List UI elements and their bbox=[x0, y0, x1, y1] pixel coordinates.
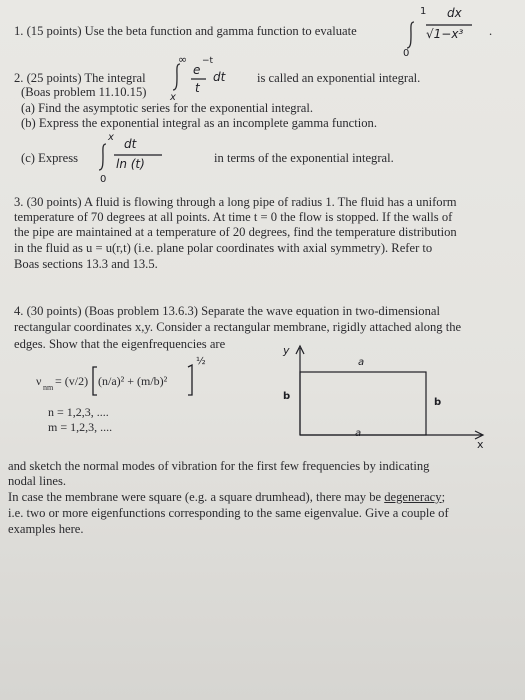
integral-denominator: √1−x³ bbox=[426, 27, 464, 41]
m-values: m = 1,2,3, .... bbox=[48, 420, 113, 434]
problem-3-line: in the fluid as u = u(r,t) (i.e. plane polar coordinates with axial symmetry). Refer to bbox=[14, 241, 433, 255]
integral-denominator: t bbox=[195, 81, 200, 95]
problem-2-description: is called an exponential integral. bbox=[257, 71, 421, 85]
integral-sign bbox=[404, 20, 418, 50]
integral-denominator: ln (t) bbox=[116, 157, 145, 171]
problem-3-line: 3. (30 points) A fluid is flowing through a long pipe of radius 1. The fluid has a uniform bbox=[14, 195, 457, 209]
integral-lower-limit: 0 bbox=[403, 48, 410, 59]
integral-numerator: dx bbox=[447, 6, 462, 20]
problem-2-reference: (Boas problem 11.10.15) bbox=[21, 85, 147, 99]
problem-4-line: 4. (30 points) (Boas problem 13.6.3) Separate the wave equation in two-dimensional bbox=[14, 304, 440, 318]
formula-exponent: ½ bbox=[196, 356, 206, 367]
period: . bbox=[489, 24, 493, 38]
part-c: (c) Express bbox=[21, 151, 78, 165]
formula-subscript: nm bbox=[43, 383, 54, 392]
problem-4-line: i.e. two or more eigenfunctions corresponding to the same eigenvalue. Give a couple of bbox=[8, 506, 449, 520]
integral-lower-limit: 0 bbox=[100, 174, 107, 185]
integral-numerator: e bbox=[193, 63, 201, 77]
left-edge-label: b bbox=[283, 391, 291, 402]
formula-coefficient: = (v/2) bbox=[55, 374, 89, 388]
degeneracy-term: degeneracy bbox=[384, 490, 442, 504]
degeneracy-suffix: ; bbox=[441, 490, 446, 504]
formula-nu: ν bbox=[36, 374, 42, 388]
problem-3-line: the pipe are maintained at a temperature of 20 degrees, find the temperature distribution bbox=[14, 225, 457, 239]
right-edge-label: b bbox=[434, 397, 442, 408]
integral-numerator: dt bbox=[124, 137, 137, 151]
degeneracy-prefix: In case the membrane were square (e.g. a square drumhead), there may be bbox=[8, 490, 385, 504]
part-b: (b) Express the exponential integral as an incomplete gamma function. bbox=[21, 116, 378, 130]
problem-4-line: examples here. bbox=[8, 522, 84, 536]
problem-3-line: Boas sections 13.3 and 13.5. bbox=[14, 257, 158, 271]
y-axis-label: y bbox=[283, 344, 290, 357]
integral-upper-limit: x bbox=[108, 132, 114, 143]
part-a: (a) Find the asymptotic series for the exponential integral. bbox=[21, 101, 314, 115]
formula-sum-of-squares: (n/a)² + (m/b)² bbox=[98, 374, 168, 388]
integral-differential: dt bbox=[213, 70, 226, 84]
integral-sign bbox=[96, 142, 110, 172]
n-values: n = 1,2,3, .... bbox=[48, 405, 109, 419]
degeneracy-line bbox=[8, 490, 445, 505]
membrane-rectangle bbox=[300, 372, 426, 435]
problem-4-line: and sketch the normal modes of vibration for the first few frequencies by indicating bbox=[8, 459, 430, 473]
integral-upper-limit: 1 bbox=[420, 6, 427, 17]
membrane-diagram bbox=[280, 340, 520, 450]
problem-3-line: temperature of 70 degrees at all points. At time t = 0 the flow is stopped. If the walls of bbox=[14, 210, 453, 224]
bottom-edge-label: a bbox=[355, 428, 362, 439]
problem-4-line: rectangular coordinates x,y. Consider a rectangular membrane, rigidly attached along the bbox=[14, 320, 462, 334]
bracket-right bbox=[186, 363, 194, 397]
problem-4-line: nodal lines. bbox=[8, 474, 67, 488]
integral-lower-limit: x bbox=[170, 92, 176, 103]
x-axis-label: x bbox=[477, 438, 484, 451]
problem-2-heading: 2. (25 points) The integral bbox=[14, 71, 146, 85]
fraction-bar bbox=[191, 78, 209, 81]
top-edge-label: a bbox=[358, 357, 365, 368]
problem-1-text: 1. (15 points) Use the beta function and gamma function to evaluate bbox=[14, 24, 357, 38]
part-c-description: in terms of the exponential integral. bbox=[214, 151, 394, 165]
integral-exponent: −t bbox=[202, 56, 214, 66]
problem-4-line: edges. Show that the eigenfrequencies are bbox=[14, 337, 226, 351]
integral-upper-limit: ∞ bbox=[178, 53, 188, 66]
integral-sign bbox=[170, 62, 184, 92]
